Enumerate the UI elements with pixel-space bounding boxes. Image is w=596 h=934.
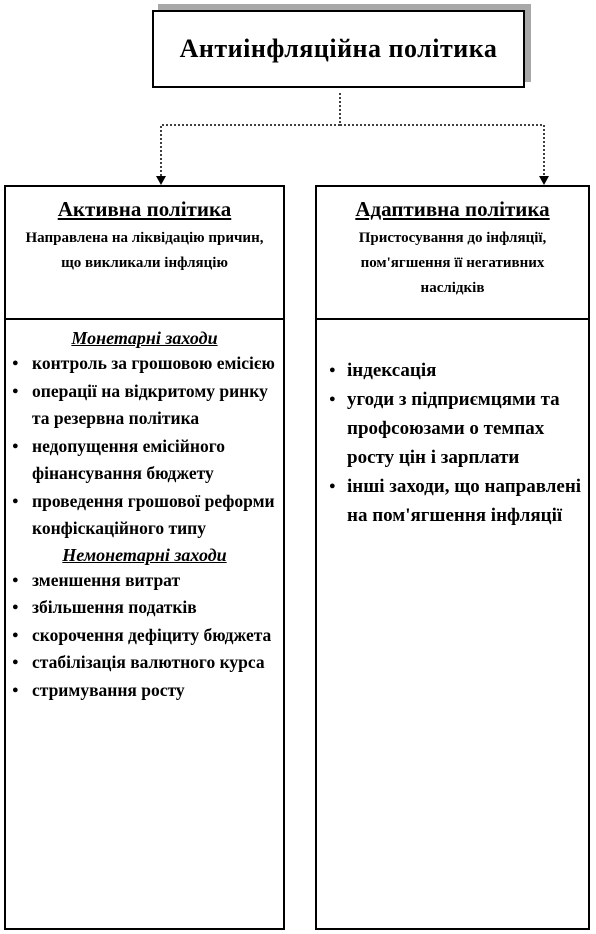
list-item: ● зменшення витрат bbox=[6, 567, 283, 595]
active-policy-header bbox=[6, 187, 283, 320]
active-policy-box bbox=[4, 185, 285, 930]
title-box bbox=[152, 10, 525, 88]
list-item: ● контроль за грошовою емісією bbox=[6, 350, 283, 378]
list-item: ● стабілізація валютного курса bbox=[6, 649, 283, 677]
active-policy-subtitle: Направлена на ліквідацію причин, що викликали інфляцію bbox=[25, 230, 264, 271]
adaptive-policy-header bbox=[317, 187, 588, 320]
list-item: ● інші заходи, що направлені на пом'ягшення інфляції bbox=[317, 472, 588, 530]
nonmonetary-measures-title: Немонетарні заходи bbox=[62, 544, 227, 565]
list-item: ● стримування росту bbox=[6, 677, 283, 705]
diagram-title: Антиінфляційна політика bbox=[179, 34, 498, 63]
list-item: ● угоди з підприємцями та профсоюзами о темпах росту цін і зарплати bbox=[317, 385, 588, 472]
active-policy-body bbox=[6, 318, 283, 928]
arrow-left-icon bbox=[156, 176, 166, 185]
active-policy-title: Активна політика bbox=[57, 197, 232, 221]
nonmonetary-measures-list bbox=[6, 567, 283, 705]
list-item: ● недопущення емісійного фінансування бюджету bbox=[6, 433, 283, 488]
list-item: ● збільшення податків bbox=[6, 594, 283, 622]
list-item: ● проведення грошової реформи конфіскаційного типу bbox=[6, 488, 283, 543]
monetary-measures-list bbox=[6, 350, 283, 543]
arrow-right-icon bbox=[539, 176, 549, 185]
monetary-measures-title: Монетарні заходи bbox=[71, 328, 218, 348]
adaptive-policy-title: Адаптивна політика bbox=[355, 197, 550, 221]
list-item: ● індексація bbox=[317, 356, 588, 385]
list-item: ● операції на відкритому ринку та резервна політика bbox=[6, 378, 283, 433]
adaptive-policy-subtitle: Пристосування до інфляції, пом'ягшення її негативних наслідків bbox=[358, 230, 547, 296]
adaptive-policy-box bbox=[315, 185, 590, 930]
adaptive-measures-list bbox=[317, 356, 588, 530]
list-item: ● скорочення дефіциту бюджета bbox=[6, 622, 283, 650]
adaptive-policy-body bbox=[317, 318, 588, 928]
